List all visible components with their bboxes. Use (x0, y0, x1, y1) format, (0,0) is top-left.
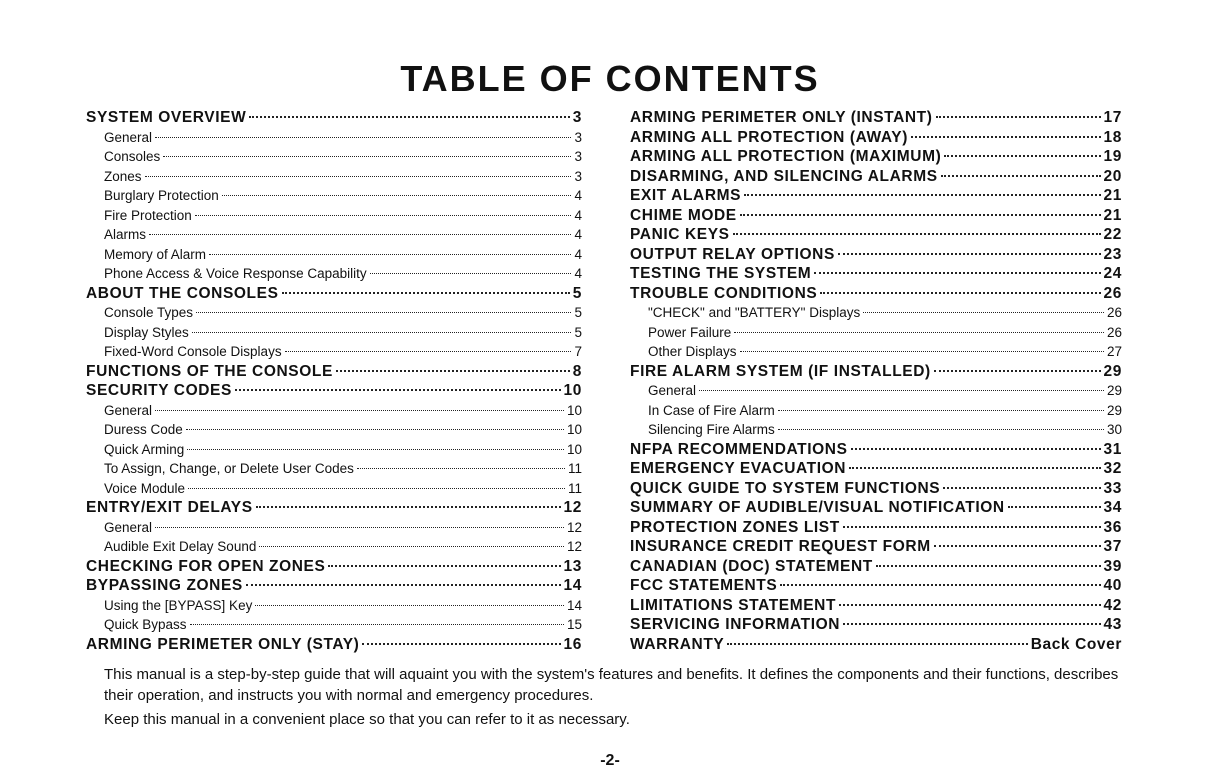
toc-entry-page: 10 (566, 441, 582, 457)
toc-entry-label: Using the [BYPASS] Key (104, 597, 253, 613)
toc-entry-page: 40 (1103, 577, 1122, 594)
dot-leader (255, 605, 564, 606)
dot-leader (839, 604, 1101, 606)
toc-section-entry (630, 557, 1122, 577)
toc-entry-label: PANIC KEYS (630, 226, 730, 243)
toc-subsection-entry (630, 342, 1122, 362)
toc-entry-label: General (648, 383, 697, 398)
toc-entry-page: 43 (1103, 616, 1122, 633)
dot-leader (336, 370, 570, 372)
toc-entry-label: Voice Module (104, 480, 186, 496)
toc-entry-page: 4 (574, 246, 582, 262)
toc-entry-label: Other Displays (648, 344, 737, 359)
toc-entry-label: EXIT ALARMS (630, 187, 742, 204)
toc-entry-label: Duress Code (104, 422, 183, 437)
toc-entry-label: ARMING PERIMETER ONLY (INSTANT) (630, 109, 933, 126)
dot-leader (370, 273, 572, 274)
toc-entry-page: 10 (563, 382, 582, 399)
dot-leader (155, 410, 564, 411)
toc-entry-page: 12 (566, 519, 582, 535)
toc-entry-page: 21 (1103, 206, 1122, 224)
toc-entry-page: 23 (1103, 245, 1122, 263)
toc-section-entry (630, 635, 1122, 655)
toc-entry-page: 15 (566, 617, 582, 632)
toc-entry-page: 22 (1103, 226, 1122, 243)
toc-entry-label: Memory of Alarm (104, 246, 207, 262)
toc-subsection-entry (86, 206, 582, 226)
toc-entry-page: 14 (563, 577, 582, 594)
dot-leader (941, 175, 1101, 177)
toc-section-entry (630, 128, 1122, 148)
toc-entry-page: 12 (566, 539, 582, 554)
toc-entry-label: Silencing Fire Alarms (648, 422, 775, 437)
toc-entry-label: To Assign, Change, or Delete User Codes (104, 461, 354, 476)
toc-entry-page: 3 (574, 168, 582, 184)
toc-entry-label: INSURANCE CREDIT REQUEST FORM (630, 538, 931, 555)
toc-entry-page: 4 (574, 266, 582, 281)
toc-entry-page: 8 (572, 362, 582, 380)
toc-section-entry (86, 381, 582, 401)
toc-section-entry (630, 147, 1122, 167)
toc-entry-label: Zones (104, 168, 142, 184)
toc-entry-page: 20 (1103, 167, 1122, 185)
dot-leader (155, 527, 564, 528)
toc-section-entry (86, 362, 582, 382)
dot-leader (740, 351, 1104, 352)
toc-entry-label: Fire Protection (104, 207, 192, 223)
toc-entry-label: In Case of Fire Alarm (648, 402, 775, 418)
toc-section-entry (630, 440, 1122, 460)
dot-leader (357, 468, 565, 469)
toc-entry-page: 5 (574, 324, 582, 340)
toc-entry-label: PROTECTION ZONES LIST (630, 518, 840, 536)
intro-paragraph: This manual is a step-by-step guide that will aquaint you with the system's features and benefits. It defines the components and their functions, describes their operation, and instructs you with normal and emergency procedures. (104, 666, 1119, 704)
toc-entry-page: 18 (1103, 128, 1122, 146)
toc-entry-page: 29 (1106, 402, 1122, 418)
dot-leader (282, 292, 570, 294)
dot-leader (814, 272, 1100, 274)
toc-section-entry (630, 615, 1122, 635)
toc-entry-page: 11 (567, 461, 582, 476)
toc-subsection-entry (86, 615, 582, 635)
toc-entry-label: Console Types (104, 305, 194, 320)
toc-entry-label: LIMITATIONS STATEMENT (630, 596, 837, 614)
toc-entry-label: FUNCTIONS OF THE CONSOLE (86, 362, 333, 380)
dot-leader (820, 292, 1100, 294)
toc-section-entry (86, 108, 582, 128)
toc-entry-page: 4 (574, 207, 582, 223)
dot-leader (934, 370, 1101, 372)
toc-subsection-entry (86, 186, 582, 206)
toc-entry-page: 36 (1103, 518, 1122, 536)
toc-section-entry (630, 479, 1122, 499)
toc-entry-page: 7 (574, 344, 582, 359)
dot-leader (163, 156, 571, 157)
dot-leader (190, 624, 564, 625)
toc-entry-page: 32 (1103, 460, 1122, 477)
toc-entry-label: CHIME MODE (630, 206, 737, 224)
toc-entry-label: FIRE ALARM SYSTEM (IF INSTALLED) (630, 362, 931, 380)
toc-entry-page: 4 (574, 227, 582, 242)
toc-entry-page: 11 (567, 480, 582, 496)
toc-subsection-entry (86, 596, 582, 616)
toc-right-column (630, 108, 1122, 654)
toc-subsection-entry (86, 303, 582, 323)
toc-entry-label: SUMMARY OF AUDIBLE/VISUAL NOTIFICATION (630, 499, 1005, 516)
toc-section-entry (630, 537, 1122, 557)
toc-subsection-entry (86, 245, 582, 265)
toc-entry-label: Burglary Protection (104, 188, 219, 203)
dot-leader (734, 332, 1104, 333)
toc-section-entry (86, 557, 582, 577)
toc-entry-page: 3 (572, 109, 582, 126)
toc-entry-label: ARMING PERIMETER ONLY (STAY) (86, 635, 360, 653)
page-title: TABLE OF CONTENTS (400, 58, 820, 99)
toc-entry-label: EMERGENCY EVACUATION (630, 460, 847, 477)
toc-entry-page: 26 (1106, 305, 1122, 320)
toc-entry-page: 29 (1103, 362, 1122, 380)
toc-section-entry (86, 576, 582, 596)
dot-leader (259, 546, 564, 547)
toc-entry-label: Alarms (104, 227, 147, 242)
toc-entry-label: Display Styles (104, 324, 189, 340)
dot-leader (838, 253, 1101, 255)
dot-leader (780, 584, 1100, 586)
toc-entry-page: 10 (566, 422, 582, 437)
toc-entry-page: 14 (566, 597, 582, 613)
toc-subsection-entry (86, 479, 582, 499)
toc-entry-label: OUTPUT RELAY OPTIONS (630, 245, 835, 263)
toc-entry-label: Power Failure (648, 324, 732, 340)
toc-entry-page: 16 (563, 635, 582, 653)
toc-subsection-entry (630, 401, 1122, 421)
toc-entry-page: 26 (1103, 284, 1122, 302)
toc-entry-label: DISARMING, AND SILENCING ALARMS (630, 167, 938, 185)
dot-leader (863, 312, 1104, 313)
dot-leader (778, 429, 1104, 430)
toc-entry-label: Audible Exit Delay Sound (104, 539, 257, 554)
toc-entry-label: Consoles (104, 149, 161, 164)
dot-leader (843, 623, 1100, 625)
toc-entry-label: ARMING ALL PROTECTION (MAXIMUM) (630, 148, 942, 165)
dot-leader (1008, 506, 1101, 508)
dot-leader (209, 254, 571, 255)
dot-leader (188, 488, 565, 489)
dot-leader (196, 312, 571, 313)
toc-subsection-entry (86, 537, 582, 557)
toc-subsection-entry (86, 440, 582, 460)
toc-entry-page: 10 (566, 402, 582, 418)
dot-leader (944, 155, 1100, 157)
toc-subsection-entry (630, 323, 1122, 343)
toc-entry-page: 3 (574, 149, 582, 164)
page-number: -2- (600, 752, 620, 769)
toc-entry-page: 37 (1103, 538, 1122, 555)
dot-leader (934, 545, 1101, 547)
toc-entry-page: 5 (574, 305, 582, 320)
toc-subsection-entry (86, 323, 582, 343)
toc-subsection-entry (86, 225, 582, 245)
dot-leader (145, 176, 572, 177)
toc-entry-label: ARMING ALL PROTECTION (AWAY) (630, 128, 909, 146)
toc-entry-label: ENTRY/EXIT DELAYS (86, 499, 253, 516)
toc-entry-page: 30 (1106, 422, 1122, 437)
toc-subsection-entry (86, 264, 582, 284)
dot-leader (222, 195, 572, 196)
toc-entry-label: ABOUT THE CONSOLES (86, 284, 279, 302)
toc-entry-page: 5 (572, 284, 582, 302)
toc-entry-page: 42 (1103, 596, 1122, 614)
toc-entry-page: 39 (1103, 557, 1122, 575)
toc-entry-label: NFPA RECOMMENDATIONS (630, 440, 848, 458)
toc-entry-page: 21 (1103, 187, 1122, 204)
toc-entry-page: 29 (1106, 383, 1122, 398)
dot-leader (246, 584, 561, 586)
toc-section-entry (630, 284, 1122, 304)
toc-section-entry (630, 518, 1122, 538)
dot-leader (849, 467, 1100, 469)
toc-entry-label: CHECKING FOR OPEN ZONES (86, 557, 326, 575)
toc-subsection-entry (86, 420, 582, 440)
toc-subsection-entry (86, 167, 582, 187)
dot-leader (149, 234, 571, 235)
toc-entry-label: Quick Bypass (104, 617, 187, 632)
toc-entry-label: QUICK GUIDE TO SYSTEM FUNCTIONS (630, 479, 941, 497)
dot-leader (186, 429, 564, 430)
dot-leader (943, 487, 1100, 489)
toc-section-entry (630, 362, 1122, 382)
toc-entry-page: 31 (1103, 440, 1122, 458)
dot-leader (851, 448, 1101, 450)
toc-subsection-entry (630, 420, 1122, 440)
dot-leader (733, 233, 1101, 235)
dot-leader (285, 351, 572, 352)
toc-entry-page: 3 (574, 129, 582, 145)
dot-leader (876, 565, 1101, 567)
toc-subsection-entry (86, 459, 582, 479)
toc-entry-label: Fixed-Word Console Displays (104, 344, 282, 359)
toc-section-entry (630, 167, 1122, 187)
dot-leader (843, 526, 1101, 528)
dot-leader (187, 449, 564, 450)
toc-section-entry (630, 596, 1122, 616)
toc-section-entry (86, 635, 582, 655)
dot-leader (235, 389, 561, 391)
toc-entry-label: SERVICING INFORMATION (630, 616, 841, 633)
toc-left-column (86, 108, 582, 654)
toc-section-entry (86, 284, 582, 304)
toc-subsection-entry (86, 342, 582, 362)
toc-entry-page: 17 (1103, 109, 1122, 126)
toc-entry-label: CANADIAN (DOC) STATEMENT (630, 557, 873, 575)
toc-section-entry (630, 108, 1122, 128)
dot-leader (192, 332, 572, 333)
toc-subsection-entry (86, 518, 582, 538)
toc-section-entry (630, 264, 1122, 284)
toc-entry-label: General (104, 519, 153, 535)
dot-leader (249, 116, 569, 118)
toc-entry-label: "CHECK" and "BATTERY" Displays (648, 305, 861, 320)
dot-leader (699, 390, 1104, 391)
toc-subsection-entry (630, 303, 1122, 323)
toc-entry-label: FCC STATEMENTS (630, 577, 778, 594)
toc-entry-label: BYPASSING ZONES (86, 577, 243, 594)
dot-leader (744, 194, 1100, 196)
toc-entry-page: 26 (1106, 324, 1122, 340)
toc-entry-label: SYSTEM OVERVIEW (86, 109, 247, 126)
toc-entry-label: General (104, 402, 153, 418)
toc-entry-page: Back Cover (1030, 635, 1122, 653)
dot-leader (740, 214, 1101, 216)
dot-leader (911, 136, 1101, 138)
intro-paragraph: Keep this manual in a convenient place so that you can refer to it as necessary. (104, 711, 630, 728)
toc-section-entry (630, 206, 1122, 226)
toc-entry-page: 4 (574, 188, 582, 203)
dot-leader (727, 643, 1027, 645)
toc-entry-label: Phone Access & Voice Response Capability (104, 266, 367, 281)
dot-leader (778, 410, 1104, 411)
toc-entry-page: 27 (1106, 344, 1122, 359)
toc-section-entry (630, 498, 1122, 518)
toc-section-entry (630, 186, 1122, 206)
dot-leader (256, 506, 561, 508)
dot-leader (155, 137, 571, 138)
toc-section-entry (630, 576, 1122, 596)
toc-entry-label: TROUBLE CONDITIONS (630, 284, 818, 302)
toc-entry-label: Quick Arming (104, 441, 185, 457)
dot-leader (362, 643, 560, 645)
toc-entry-page: 12 (563, 499, 582, 516)
toc-section-entry (630, 245, 1122, 265)
dot-leader (328, 565, 560, 567)
toc-subsection-entry (86, 401, 582, 421)
toc-entry-page: 13 (563, 557, 582, 575)
toc-entry-label: TESTING THE SYSTEM (630, 265, 812, 282)
intro-text (104, 664, 1124, 733)
toc-section-entry (86, 498, 582, 518)
toc-section-entry (630, 459, 1122, 479)
dot-leader (936, 116, 1101, 118)
toc-entry-page: 19 (1103, 148, 1122, 165)
toc-entry-label: WARRANTY (630, 635, 725, 653)
toc-entry-page: 24 (1103, 265, 1122, 282)
toc-entry-page: 34 (1103, 499, 1122, 516)
toc-entry-label: General (104, 129, 153, 145)
toc-subsection-entry (630, 381, 1122, 401)
toc-subsection-entry (86, 147, 582, 167)
toc-subsection-entry (86, 128, 582, 148)
dot-leader (195, 215, 572, 216)
toc-entry-label: SECURITY CODES (86, 382, 232, 399)
toc-section-entry (630, 225, 1122, 245)
toc-entry-page: 33 (1103, 479, 1122, 497)
